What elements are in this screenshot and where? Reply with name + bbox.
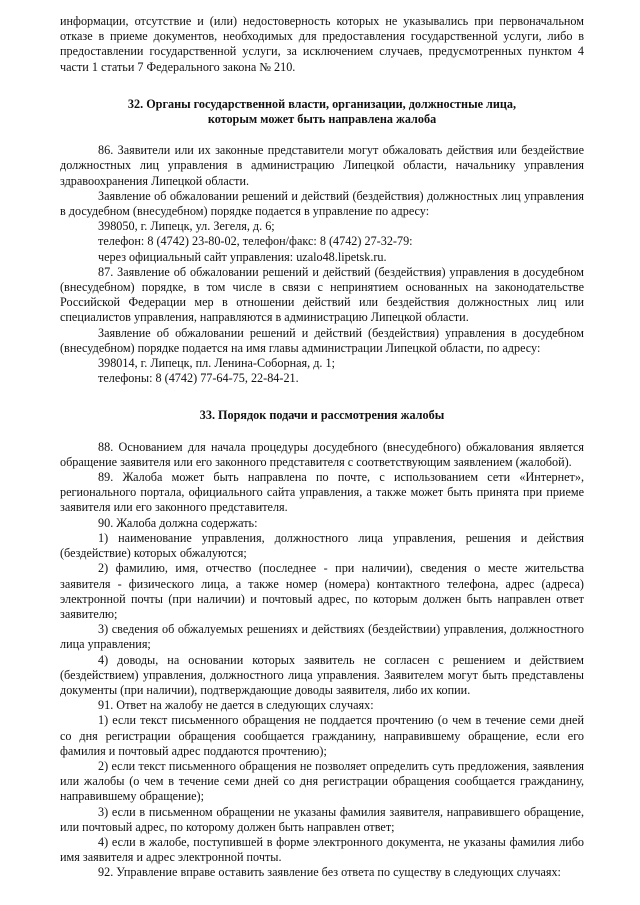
address-department: 398050, г. Липецк, ул. Зегеля, д. 6; — [98, 219, 275, 234]
website-department: через официальный сайт управления: uzalo48.lipetsk.ru. — [98, 249, 387, 264]
paragraph-92: 92. Управление вправе оставить заявление без ответа по существу в следующих случаях: — [98, 865, 561, 880]
section-33-heading — [60, 408, 584, 423]
paragraph-87-complaint-address: Заявление об обжаловании решений и действий (бездействия) управления в досудебном (внесудебном) порядке подается на имя главы администрации Липецкой области, по адресу: — [60, 325, 584, 355]
paragraph-86-complaint-address: Заявление об обжаловании решений и действий (бездействия) должностных лиц управления в досудебном (внесудебном) порядке подается в управление по адресу: — [60, 188, 584, 219]
section-32-title-line-1: 32. Органы государственной власти, организации, должностные лица, — [127, 96, 517, 111]
paragraph-90-item-3: 3) сведения об обжалуемых решениях и действиях (бездействии) управления, должностного лица управления; — [60, 622, 584, 652]
intro-paragraph: информации, отсутствие и (или) недостоверность которых не указывались при первоначальном отказе в приеме документов, необходимых для предоставления государственной услуги, либо в предоставлении государственной услуги, за исключением случаев, предусмотренных пунктом 4 части 1 статьи 7 Федерального закона № 210. — [60, 14, 584, 74]
section-33-title: 33. Порядок подачи и рассмотрения жалобы — [199, 408, 445, 423]
phone-administration: телефоны: 8 (4742) 77-64-75, 22-84-21. — [98, 371, 299, 386]
section-32-title-line-2: которым может быть направлена жалоба — [207, 112, 437, 127]
paragraph-89: 89. Жалоба может быть направлена по почте, с использованием сети «Интернет», регионального портала, официального сайта управления, а также может быть принята при приеме заявителя или его законного представителя. — [60, 470, 584, 515]
paragraph-90: 90. Жалоба должна содержать: — [98, 515, 258, 530]
paragraph-91-item-3: 3) если в письменном обращении не указаны фамилия заявителя, направившего обращение, или почтовый адрес, по которому должен быть направлен ответ; — [60, 804, 584, 834]
paragraph-90-item-1: 1) наименование управления, должностного лица управления, решения и действия (бездействие) которых обжалуются; — [60, 530, 584, 561]
section-32-heading — [60, 97, 584, 127]
paragraph-91-item-1: 1) если текст письменного обращения не поддается прочтению (о чем в течение семи дней со дня регистрации обращения сообщается гражданину, направившему обращение, если его фамилия и почтовый адрес поддаются прочтению); — [60, 713, 584, 758]
paragraph-91-item-4: 4) если в жалобе, поступившей в форме электронного документа, не указаны фамилия либо имя заявителя и адрес электронной почты. — [60, 834, 584, 865]
paragraph-90-item-2: 2) фамилию, имя, отчество (последнее - при наличии), сведения о месте жительства заявителя - физического лица, а также номер (номера) контактного телефона, адрес (адреса) электронной почты (при наличии) и почтовый адрес, по которым должен быть направлен ответ заявителю; — [60, 561, 584, 621]
paragraph-91-item-2: 2) если текст письменного обращения не позволяет определить суть предложения, заявления или жалобы (о чем в течение семи дней со дня регистрации обращения сообщается гражданину, направившему обращение); — [60, 758, 584, 804]
paragraph-86: 86. Заявители или их законные представители могут обжаловать действия или бездействие должностных лиц управления в администрацию Липецкой области, начальнику управления здравоохранения Липецкой области. — [60, 143, 584, 188]
paragraph-90-item-4: 4) доводы, на основании которых заявитель не согласен с решением и действием (бездействием) управления, должностного лица управления. Заявителем могут быть представлены документы (при наличии), подтверждающие доводы заявителя, либо их копии. — [60, 652, 584, 697]
address-administration: 398014, г. Липецк, пл. Ленина-Соборная, д. 1; — [98, 356, 335, 371]
paragraph-91: 91. Ответ на жалобу не дается в следующих случаях: — [98, 698, 374, 713]
phone-department: телефон: 8 (4742) 23-80-02, телефон/факс: 8 (4742) 27-32-79: — [98, 234, 413, 249]
paragraph-87: 87. Заявление об обжаловании решений и действий (бездействия) управления в досудебном (внесудебном) порядке, в том числе в связи с непринятием основанных на законодательстве Российской Федерации мер в отношении действий или бездействия должностных лиц или специалистов управления, направляются в администрацию Липецкой области. — [60, 264, 584, 325]
paragraph-88: 88. Основанием для начала процедуры досудебного (внесудебного) обжалования является обращение заявителя или его законного представителя с соответствующим заявлением (жалобой). — [60, 439, 584, 469]
